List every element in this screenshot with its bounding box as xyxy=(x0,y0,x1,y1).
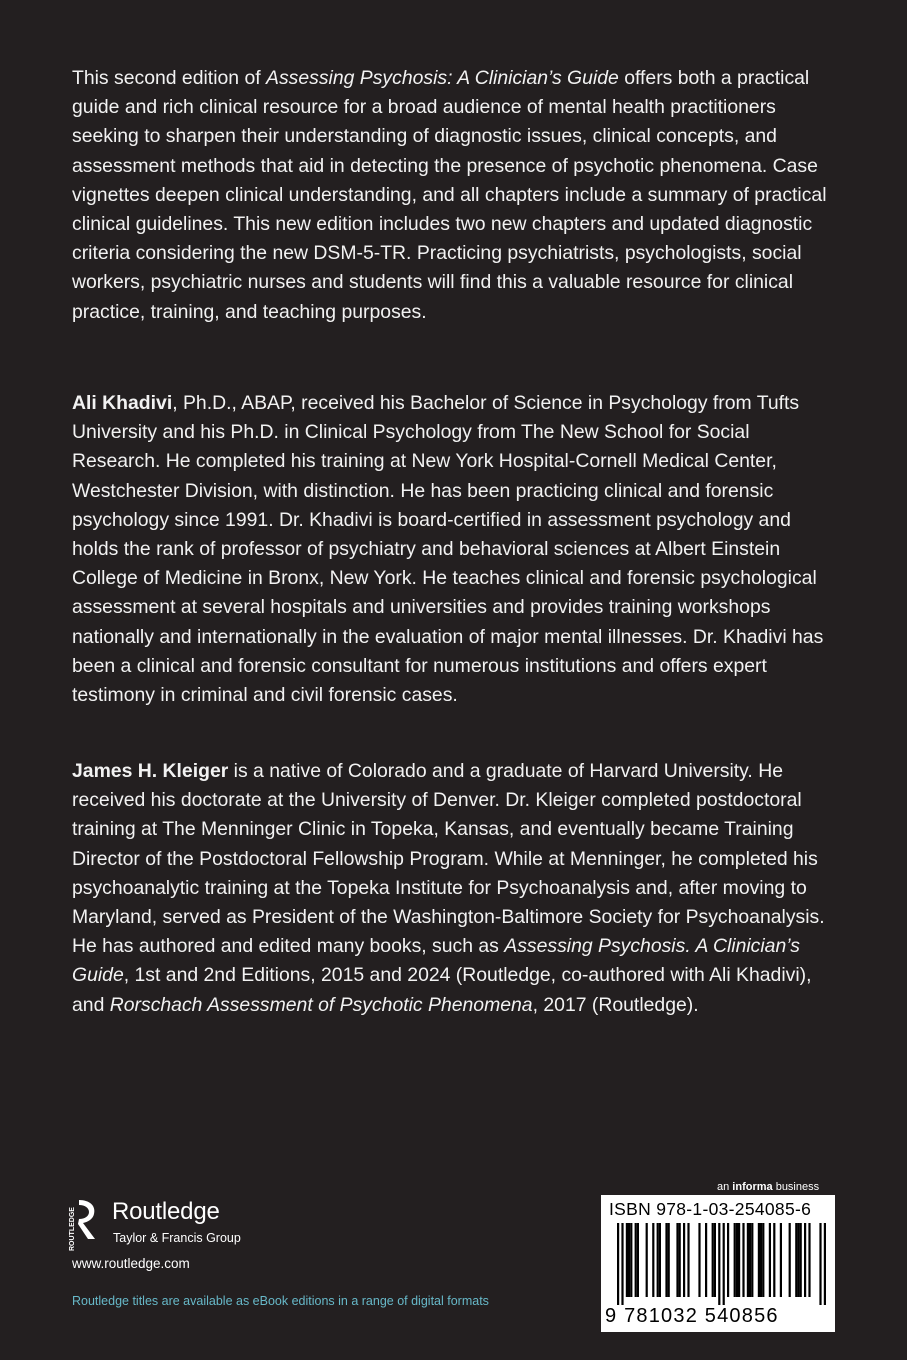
barcode-bar xyxy=(758,1223,760,1297)
barcode-bar xyxy=(652,1223,654,1297)
bio-khadivi-body: , Ph.D., ABAP, received his Bachelor of Science in Psychology from Tufts University and his Ph.D. in Clinical Psychology from The New School for Social Research. He completed his training at New York Hospital-Cornell Medical Center, Westchester Division, with distinction. He has been practicing clinical and forensic psychology since 1991. Dr. Khadivi is board-certified in assessment psychology and holds the rank of professor of psychiatry and behavioral sciences at Albert Einstein College of Medicine in Bronx, New York. He teaches clinical and forensic psychological assessment at several hospitals and universities and provides training workshops nationally and internationally in the evaluation of major mental illnesses. Dr. Khadivi has been a clinical and forensic consultant for numerous institutions and offers expert testimony in criminal and civil forensic cases. xyxy=(72,392,824,707)
bio-kleiger-body-1: is a native of Colorado and a graduate of Harvard University. He received his doctorate at the University of Denver. Dr. Kleiger completed postdoctoral training at The Menninger Clinic in Topeka, Kansas, and eventually became Training Director of the Postdoctoral Fellowship Program. While at Menninger, he completed his psychoanalytic training at the Topeka Institute for Psychoanalysis and, after moving to Maryland, served as President of the Washington-Baltimore Society for Psychoanalysis. He has authored and edited many books, such as xyxy=(72,760,825,958)
barcode-bar xyxy=(621,1223,623,1305)
publisher-website: www.routledge.com xyxy=(72,1256,190,1271)
barcode-bar xyxy=(714,1223,716,1297)
barcode-bar xyxy=(747,1223,749,1297)
bio-kleiger-body-2: , 1st and 2nd Editions, 2015 and 2024 (Routledge, co-authored with Ali Khadivi), and xyxy=(72,964,812,1016)
barcode-bar xyxy=(795,1223,797,1297)
barcode-bar xyxy=(819,1223,821,1305)
author-name-khadivi: Ali Khadivi xyxy=(72,392,173,414)
barcode-bar xyxy=(630,1223,632,1297)
barcode-bar xyxy=(626,1223,628,1297)
barcode-bar xyxy=(789,1223,791,1297)
barcode-bar xyxy=(727,1223,729,1297)
routledge-vertical-text: ROUTLEDGE xyxy=(69,1207,76,1251)
publisher-logo xyxy=(66,1197,366,1259)
barcode-bar xyxy=(769,1223,771,1297)
informa-wordmark: informa xyxy=(732,1181,773,1193)
routledge-mark-icon xyxy=(66,1197,100,1253)
barcode-bar xyxy=(659,1223,661,1297)
barcode-bar xyxy=(742,1223,744,1297)
barcode-bar xyxy=(749,1223,751,1297)
bio-kleiger-body-3: , 2017 (Routledge). xyxy=(532,993,699,1016)
barcode-bar xyxy=(762,1223,764,1297)
publisher-name: Routledge xyxy=(112,1198,220,1225)
barcode-bar xyxy=(824,1223,826,1305)
blurb-lead: This second edition of xyxy=(72,67,267,89)
barcode-bar xyxy=(637,1223,639,1297)
barcode-bar xyxy=(635,1223,637,1297)
barcode-bar xyxy=(712,1223,714,1297)
book-title: Assessing Psychosis: A Clinician’s Guide xyxy=(266,67,619,89)
book-title-rorschach: Rorschach Assessment of Psychotic Phenomena xyxy=(109,993,533,1016)
informa-tagline: an informa business xyxy=(717,1181,820,1193)
publisher-group: Taylor & Francis Group xyxy=(113,1231,241,1245)
barcode-bar xyxy=(657,1223,659,1297)
barcode-bar xyxy=(797,1223,799,1297)
blurb-body: offers both a practical guide and rich clinical resource for a broad audience of mental health practitioners seeking to sharpen their understanding of diagnostic issues, clinical concepts, and assessment methods that aid in detecting the presence of psychotic phenomena. Case vignettes deepen clinical understanding, and all chapters include a summary of practical clinical guidelines. This new edition includes two new chapters and updated diagnostic criteria considering the new DSM-5-TR. Practicing psychiatrists, psychologists, social workers, psychiatric nurses and students will find this a valuable resource for clinical practice, training, and teaching purposes. xyxy=(72,67,827,323)
barcode-bar xyxy=(698,1223,700,1297)
barcode-bar xyxy=(683,1223,685,1297)
barcode-bar xyxy=(773,1223,775,1297)
barcode-bar xyxy=(804,1223,806,1297)
barcode-bar xyxy=(736,1223,738,1297)
barcode-bar xyxy=(668,1223,670,1297)
barcode-bar xyxy=(665,1223,667,1297)
barcode-bar xyxy=(646,1223,648,1297)
barcode-bar xyxy=(760,1223,762,1297)
book-description xyxy=(72,64,842,327)
barcode-bar xyxy=(687,1223,689,1297)
isbn-label: ISBN 978-1-03-254085-6 xyxy=(609,1199,812,1219)
barcode-bar xyxy=(676,1223,678,1297)
barcode-bar xyxy=(751,1223,753,1297)
barcode-bar xyxy=(808,1223,810,1297)
ebook-note: Routledge titles are available as eBook editions in a range of digital formats xyxy=(72,1294,489,1308)
barcode-bar xyxy=(705,1223,707,1297)
isbn-barcode xyxy=(601,1195,835,1332)
author-name-kleiger: James H. Kleiger xyxy=(72,760,229,782)
barcode-bar xyxy=(780,1223,782,1297)
barcode-bar xyxy=(628,1223,630,1297)
book-title-assessing: Assessing Psychosis. A Clinician’s Guide xyxy=(72,935,800,987)
barcode-bar xyxy=(723,1223,725,1305)
barcode-bar xyxy=(679,1223,681,1297)
author-bio-kleiger xyxy=(72,757,842,1020)
barcode-bar xyxy=(800,1223,802,1297)
author-bio-khadivi xyxy=(72,389,842,710)
barcode-digits: 9 781032 540856 xyxy=(605,1305,779,1327)
barcode-bar xyxy=(617,1223,619,1305)
barcode-bar xyxy=(738,1223,740,1297)
barcode-bar xyxy=(734,1223,736,1297)
barcode-bars xyxy=(601,1221,835,1305)
barcode-bar xyxy=(718,1223,720,1305)
